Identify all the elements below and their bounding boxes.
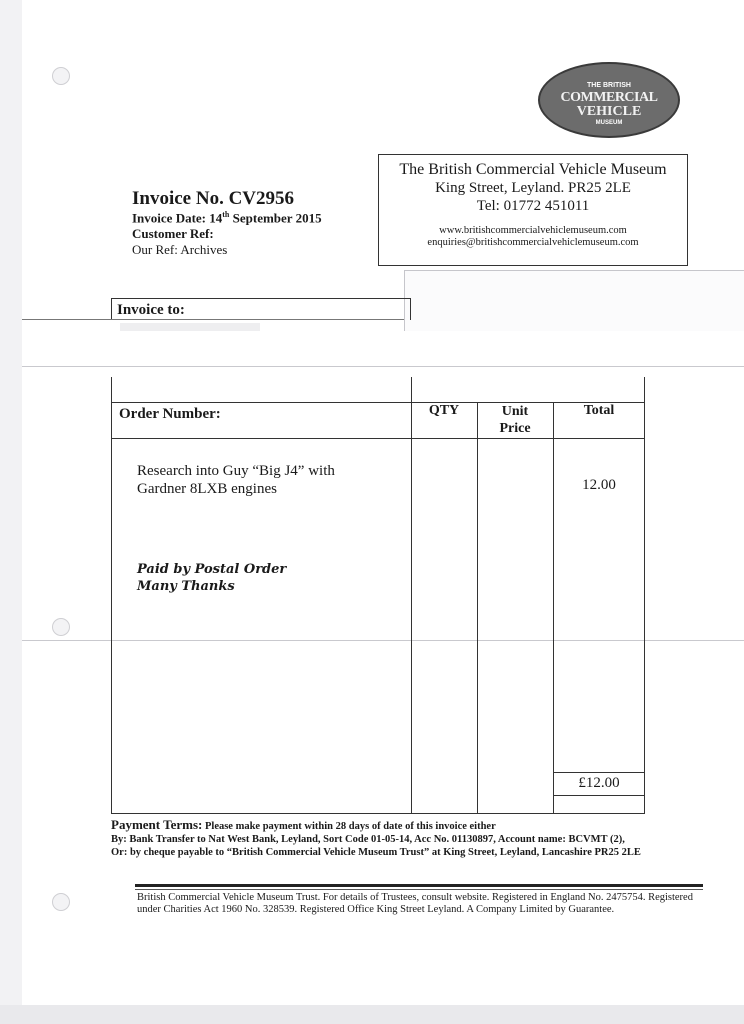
- fold-line: [22, 366, 744, 367]
- total-header: Total: [583, 403, 615, 418]
- scan-margin: [0, 1005, 744, 1024]
- invoice-number: Invoice No. CV2956: [132, 188, 295, 209]
- punch-hole: [52, 67, 70, 85]
- invoice-date: Invoice Date: 14th September 2015: [132, 210, 322, 226]
- organisation-name: The British Commercial Vehicle Museum: [399, 161, 667, 178]
- museum-logo: THE BRITISH COMMERCIAL VEHICLE MUSEUM: [538, 62, 680, 138]
- table-column-divider: [477, 402, 478, 814]
- registration-footer: British Commercial Vehicle Museum Trust. For details of Trustees, consult website. Registered in England No. 2475754. Registered under Charities Act 1960 No. 328539. Registered Office King Street Leyland. A Company Limited by Guarantee.: [137, 892, 693, 915]
- table-column-divider: [553, 402, 554, 814]
- handwritten-note: Paid by Postal Order: [137, 562, 287, 577]
- qty-header: QTY: [428, 403, 460, 418]
- grand-total: £12.00: [578, 775, 620, 791]
- order-number-header: Order Number:: [119, 406, 221, 422]
- table-column-divider: [411, 377, 412, 814]
- item-description: Research into Guy “Big J4” with Gardner 8LXB engines: [137, 463, 335, 497]
- footer-rule: [135, 884, 703, 887]
- customer-ref: Customer Ref:: [132, 226, 214, 241]
- item-total: 12.00: [582, 477, 616, 493]
- punch-hole: [52, 893, 70, 911]
- invoice-to-label: Invoice to:: [117, 302, 185, 318]
- table-border: [111, 377, 112, 814]
- punch-hole: [52, 618, 70, 636]
- footer-rule: [135, 889, 703, 890]
- organisation-email: enquiries@britishcommercialvehiclemuseum.com: [427, 237, 639, 248]
- overlapping-sheet: [404, 270, 744, 331]
- handwritten-note: Many Thanks: [137, 579, 235, 594]
- organisation-website: www.britishcommercialvehiclemuseum.com: [439, 225, 627, 236]
- organisation-address-box: [378, 154, 688, 266]
- sheet-edge: [22, 319, 404, 320]
- unit-price-header: Unit Price: [499, 404, 531, 436]
- our-ref: Our Ref: Archives: [132, 242, 228, 257]
- table-header-divider: [111, 438, 645, 439]
- organisation-telephone: Tel: 01772 451011: [476, 198, 590, 214]
- organisation-address: King Street, Leyland. PR25 2LE: [435, 180, 631, 196]
- payment-terms: Payment Terms: Please make payment within 28 days of date of this invoice either By: Bank Transfer to Nat West Bank, Leyland, Sort Code 01-05-14, Acc No. 01130897, Account name: BCVMT (2), Or: by cheque payable to “British Commercial Vehicle Museum Trust” at King Street, Leyland, Lancashire PR25 2LE: [111, 817, 641, 858]
- obscured-address: [120, 323, 260, 331]
- table-border: [644, 377, 645, 814]
